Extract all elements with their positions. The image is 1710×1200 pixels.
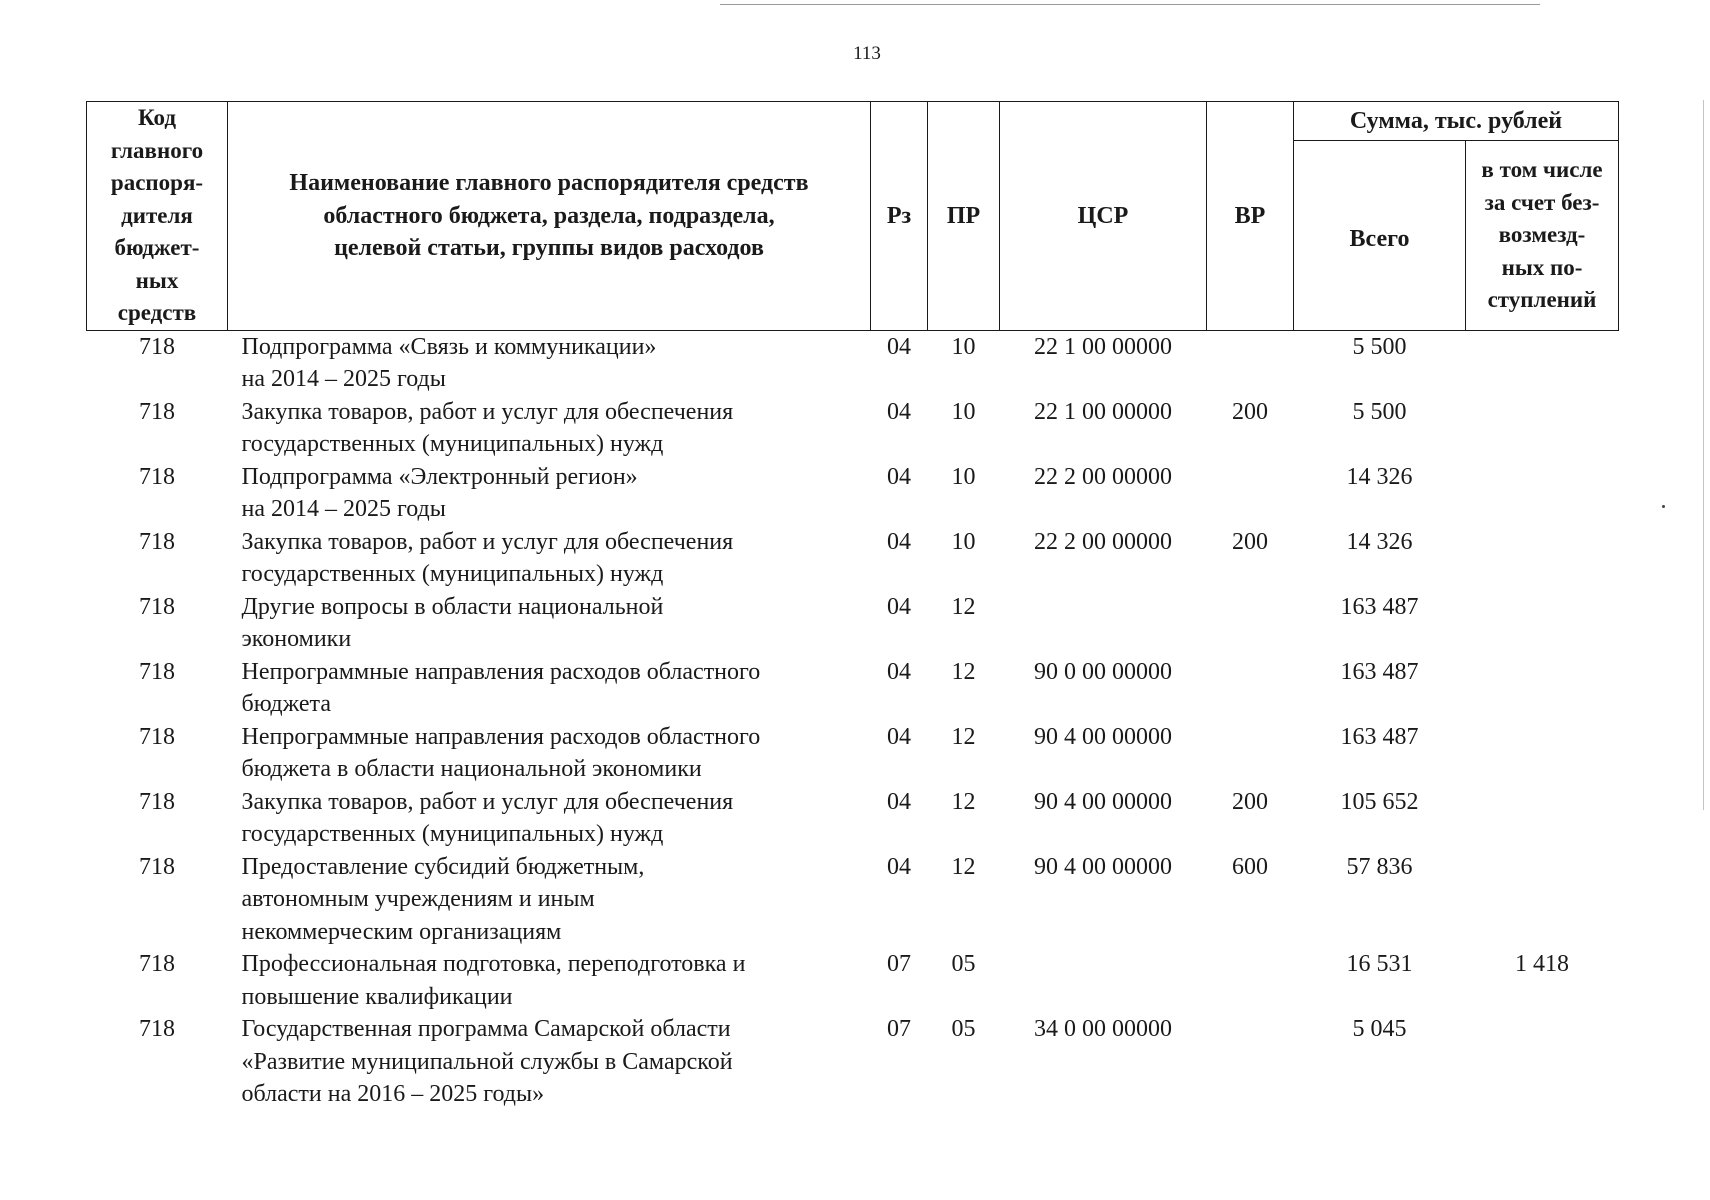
cell-rz: 04 <box>887 463 911 490</box>
header-free-line: в том числе <box>1481 157 1603 182</box>
table-row <box>87 948 1619 1013</box>
cell-rz: 04 <box>887 528 911 555</box>
cell-rz: 07 <box>887 1016 911 1042</box>
cell-free <box>1466 656 1619 721</box>
cell-kod: 718 <box>139 333 175 360</box>
header-rz: Рз <box>871 102 928 331</box>
cell-name-line: Предоставление субсидий бюджетным, <box>241 853 645 880</box>
cell-total: 16 531 <box>1346 951 1413 977</box>
table-row <box>87 656 1619 721</box>
cell-name-line: экономики <box>241 626 352 652</box>
header-name-line: областного бюджета, раздела, подраздела, <box>323 202 775 229</box>
cell-kod: 718 <box>139 593 175 620</box>
table-body <box>87 330 1619 1111</box>
cell-vr <box>1207 721 1294 786</box>
cell-free <box>1466 461 1619 526</box>
cell-rz: 04 <box>887 723 911 750</box>
cell-rz: 04 <box>887 333 911 360</box>
header-free-line: ступлений <box>1487 287 1597 312</box>
cell-rz: 04 <box>887 658 911 685</box>
cell-csr <box>1000 948 1207 1013</box>
header-kod-line: Код <box>137 105 176 130</box>
cell-name-line: Подпрограмма «Связь и коммуникации» <box>241 333 657 360</box>
cell-kod: 718 <box>139 1016 175 1042</box>
table-row <box>87 591 1619 656</box>
cell-name-line: Государственная программа Самарской области <box>241 1016 731 1042</box>
cell-vr <box>1207 948 1294 1013</box>
cell-kod: 718 <box>139 853 175 880</box>
cell-rz: 04 <box>887 853 911 880</box>
cell-total: 5 500 <box>1352 398 1407 425</box>
cell-name-line: Закупка товаров, работ и услуг для обеспечения <box>241 398 734 425</box>
table-row <box>87 526 1619 591</box>
cell-pr: 12 <box>951 723 976 750</box>
cell-vr <box>1207 591 1294 656</box>
cell-name-line: Закупка товаров, работ и услуг для обеспечения <box>241 788 734 815</box>
table-header <box>87 102 1619 331</box>
cell-name-line: некоммерческим организациям <box>241 918 562 945</box>
cell-name <box>228 591 871 656</box>
header-kod-line: ных <box>135 267 179 293</box>
cell-vr <box>1207 330 1294 396</box>
cell-pr: 12 <box>951 853 976 880</box>
header-kod-line: распоря- <box>110 170 204 195</box>
cell-name-line: Закупка товаров, работ и услуг для обеспечения <box>241 528 734 555</box>
cell-csr: 90 4 00 00000 <box>1034 723 1172 750</box>
cell-vr: 600 <box>1232 853 1268 880</box>
cell-kod: 718 <box>139 788 175 815</box>
cell-pr: 10 <box>951 528 976 555</box>
cell-kod: 718 <box>139 658 175 685</box>
cell-name <box>228 396 871 461</box>
cell-name-line: Профессиональная подготовка, переподготовка и <box>241 951 746 977</box>
cell-kod: 718 <box>139 723 175 750</box>
cell-vr <box>1207 1013 1294 1111</box>
cell-name <box>228 786 871 851</box>
header-free-line: ных по- <box>1501 254 1583 280</box>
cell-total: 14 326 <box>1346 528 1413 555</box>
header-kod-line: средств <box>117 300 197 325</box>
cell-free <box>1466 1013 1619 1111</box>
cell-name <box>228 948 871 1013</box>
header-pr: ПР <box>928 102 1000 331</box>
cell-vr <box>1207 461 1294 526</box>
cell-free <box>1466 721 1619 786</box>
header-kod-line: главного <box>110 137 204 163</box>
cell-name-line: Подпрограмма «Электронный регион» <box>241 463 638 490</box>
cell-pr: 05 <box>951 951 976 977</box>
cell-free <box>1466 330 1619 396</box>
cell-free <box>1466 526 1619 591</box>
cell-rz: 04 <box>887 398 911 425</box>
cell-name <box>228 1013 871 1111</box>
cell-rz: 04 <box>887 593 911 620</box>
cell-name-line: повышение квалификации <box>241 983 513 1010</box>
cell-pr: 12 <box>951 788 976 815</box>
header-free-line: возмезд- <box>1498 222 1586 247</box>
cell-rz: 04 <box>887 788 911 815</box>
cell-vr: 200 <box>1232 528 1268 555</box>
scan-margin-line <box>1703 100 1704 810</box>
cell-total: 163 487 <box>1340 658 1419 685</box>
cell-csr <box>1000 591 1207 656</box>
cell-name-line: Другие вопросы в области национальной <box>241 593 664 620</box>
cell-total: 105 652 <box>1340 788 1419 815</box>
cell-kod: 718 <box>139 528 175 555</box>
table-row <box>87 786 1619 851</box>
cell-name-line: на 2014 – 2025 годы <box>241 366 446 392</box>
cell-pr: 10 <box>951 398 976 425</box>
cell-name-line: государственных (муниципальных) нужд <box>241 561 664 587</box>
header-kod <box>87 102 228 331</box>
table-row <box>87 1013 1619 1111</box>
cell-total: 5 500 <box>1352 333 1407 360</box>
cell-name <box>228 656 871 721</box>
cell-csr: 90 4 00 00000 <box>1034 788 1172 815</box>
header-csr: ЦСР <box>1000 102 1207 331</box>
cell-name-line: автономным учреждениям и иным <box>241 886 595 912</box>
budget-table <box>86 101 1619 1111</box>
table-row <box>87 330 1619 396</box>
cell-csr: 22 1 00 00000 <box>1034 398 1172 425</box>
cell-name-line: государственных (муниципальных) нужд <box>241 431 664 457</box>
cell-pr: 12 <box>951 658 976 685</box>
cell-free: 1 418 <box>1515 951 1569 977</box>
cell-csr: 22 2 00 00000 <box>1034 463 1172 490</box>
header-vr: ВР <box>1207 102 1294 331</box>
header-name-line: Наименование главного распорядителя средств <box>289 170 809 196</box>
header-sum: Сумма, тыс. рублей <box>1294 102 1619 141</box>
cell-total: 163 487 <box>1340 593 1419 620</box>
cell-csr: 34 0 00 00000 <box>1034 1016 1172 1042</box>
cell-name-line: области на 2016 – 2025 годы» <box>241 1081 545 1107</box>
cell-kod: 718 <box>139 463 175 490</box>
cell-name-line: Непрограммные направления расходов областного <box>241 723 761 750</box>
cell-vr: 200 <box>1232 788 1268 815</box>
cell-total: 5 045 <box>1352 1016 1407 1042</box>
header-free-line: за счет без- <box>1484 189 1600 215</box>
table-row <box>87 461 1619 526</box>
cell-total: 163 487 <box>1340 723 1419 750</box>
cell-vr <box>1207 656 1294 721</box>
header-kod-line: бюджет- <box>114 235 200 260</box>
cell-name-line: бюджета в области национальной экономики <box>241 756 702 782</box>
header-free <box>1466 141 1619 331</box>
cell-csr: 22 2 00 00000 <box>1034 528 1172 555</box>
cell-name-line: «Развитие муниципальной службы в Самарской <box>241 1048 733 1075</box>
cell-free <box>1466 591 1619 656</box>
cell-name <box>228 851 871 949</box>
cell-kod: 718 <box>139 398 175 425</box>
cell-name-line: Непрограммные направления расходов областного <box>241 658 761 685</box>
cell-kod: 718 <box>139 951 175 977</box>
header-name-line: целевой статьи, группы видов расходов <box>334 235 764 261</box>
header-kod-line: дителя <box>121 202 193 228</box>
scan-edge-line <box>720 4 1540 5</box>
cell-free <box>1466 851 1619 949</box>
cell-total: 14 326 <box>1346 463 1413 490</box>
header-name <box>228 102 871 331</box>
cell-name-line: бюджета <box>241 691 331 717</box>
cell-csr: 90 4 00 00000 <box>1034 853 1172 880</box>
table-row <box>87 851 1619 949</box>
scan-speck <box>1662 505 1665 508</box>
cell-name <box>228 330 871 396</box>
cell-csr: 90 0 00 00000 <box>1034 658 1172 685</box>
cell-name-line: государственных (муниципальных) нужд <box>241 821 664 847</box>
cell-total: 57 836 <box>1346 853 1413 880</box>
cell-free <box>1466 786 1619 851</box>
cell-pr: 05 <box>951 1016 976 1042</box>
page-number: 113 <box>853 43 881 64</box>
cell-pr: 12 <box>951 593 976 620</box>
cell-name <box>228 721 871 786</box>
cell-rz: 07 <box>887 951 911 977</box>
table-row <box>87 396 1619 461</box>
table-row <box>87 721 1619 786</box>
cell-free <box>1466 396 1619 461</box>
cell-name-line: на 2014 – 2025 годы <box>241 496 446 522</box>
cell-vr: 200 <box>1232 398 1268 425</box>
cell-name <box>228 461 871 526</box>
cell-pr: 10 <box>951 333 976 360</box>
cell-csr: 22 1 00 00000 <box>1034 333 1172 360</box>
header-total: Всего <box>1294 141 1466 331</box>
cell-pr: 10 <box>951 463 976 490</box>
cell-name <box>228 526 871 591</box>
